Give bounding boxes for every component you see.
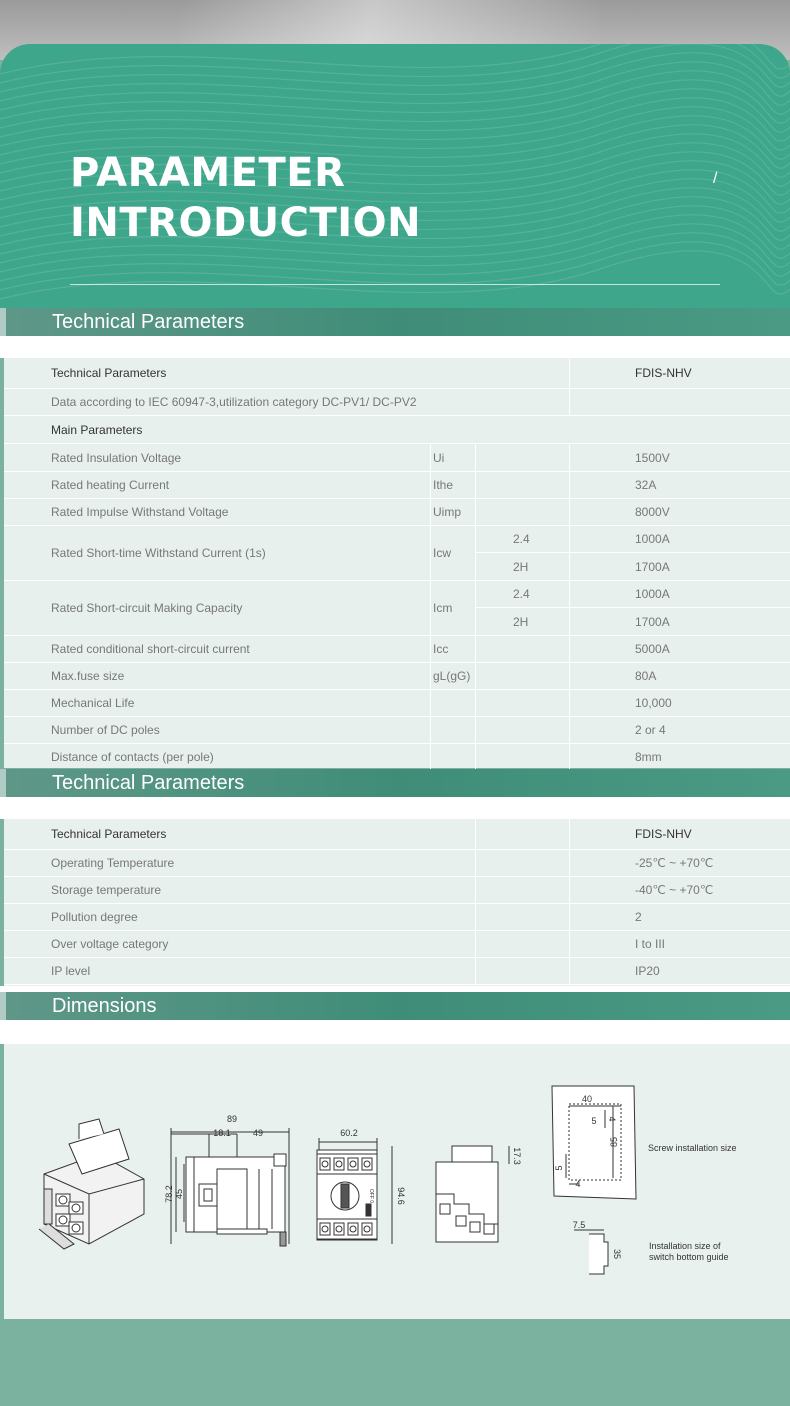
empty-cell [476,877,570,903]
side-view-drawing [171,1128,289,1246]
env-value: -40℃ ~ +70℃ [635,883,714,897]
param-value: 8mm [635,750,662,764]
header-shine [0,308,6,336]
param-symbol: Icw [431,526,476,580]
env-name: Storage temperature [51,877,476,903]
param-value: 10,000 [635,696,672,710]
table-row [4,717,790,744]
spacer [0,336,790,358]
dim-side-right: 49 [252,1128,264,1138]
env-value: 2 [635,910,642,924]
param-value: 1700A [635,560,670,574]
param-value: 8000V [635,505,670,519]
empty-cell [476,663,570,689]
header-label: Technical Parameters [51,819,476,849]
param-value: 1700A [635,615,670,629]
table-row [4,958,790,985]
empty-cell [476,472,570,498]
section-title: Dimensions [52,995,157,1017]
dimensions-panel [4,1044,790,1319]
page-title [70,148,421,248]
param-value: 1000A [570,581,790,608]
dim-guide-width: 7.5 [572,1220,586,1230]
dim-screw-width: 40 [581,1094,593,1104]
table-row [4,499,790,526]
main-parameters-label: Main Parameters [51,422,143,437]
param-name: Rated conditional short-circuit current [51,636,431,662]
param-value: 80A [635,669,657,683]
env-name: IP level [51,958,476,984]
front-view-drawing [317,1138,392,1244]
section-title: Technical Parameters [52,311,245,333]
dim-end-depth: 17.3 [512,1147,522,1165]
page-title-line2: INTRODUCTION [70,200,422,246]
wave-line [0,251,790,299]
env-value: IP20 [635,964,660,978]
parameters-table [4,358,790,768]
empty-cell [476,744,570,770]
empty-cell [476,931,570,957]
param-symbol: Icm [431,581,476,635]
param-name: Number of DC poles [51,717,431,743]
hero-slash: / [713,170,718,187]
param-name: Mechanical Life [51,690,431,716]
empty-cell [476,958,570,984]
empty-cell [476,444,570,471]
param-name: Rated Short-circuit Making Capacity [51,581,431,635]
table-row [4,444,790,472]
param-value: 5000A [635,642,670,656]
table-row [4,850,790,877]
env-value: I to III [635,937,666,951]
empty-cell [476,717,570,743]
param-name: Max.fuse size [51,663,431,689]
section-header-technical [0,308,790,336]
dim-screw-top: 5 [591,1116,597,1126]
param-name: Rated Impulse Withstand Voltage [51,499,431,525]
header-model: FDIS-NHV [635,366,692,380]
guide-caption-line1: Installation size of [649,1241,721,1251]
empty-cell [476,636,570,662]
table-row [4,690,790,717]
environment-table [4,819,790,986]
param-symbol: Icc [431,636,476,662]
dim-guide-height: 35 [612,1248,622,1260]
dim-side-height-outer: 78.2 [164,1185,174,1203]
empty-cell [476,499,570,525]
page-title-line1: PARAMETER [70,150,346,196]
param-symbol: Ui [431,444,476,471]
dim-screw-height: 85 [609,1136,619,1148]
param-symbol: Ithe [431,472,476,498]
section-title: Technical Parameters [52,772,245,794]
dim-screw-bottom: 4 [575,1179,581,1189]
end-view-drawing [436,1146,509,1242]
dim-screw-right: 4 [607,1116,617,1122]
product-3d-illustration [39,1119,144,1249]
section-header-dimensions [0,992,790,1020]
param-value: 1000A [570,526,790,553]
table-row [4,636,790,663]
bottom-guide-drawing [574,1230,608,1274]
table-row-note [4,389,790,416]
dim-screw-left: 5 [554,1165,564,1171]
param-name: Distance of contacts (per pole) [51,744,431,770]
param-symbol [431,717,476,743]
table-row [4,472,790,499]
env-value: -25℃ ~ +70℃ [635,856,714,870]
switch-off-label: OFF 0 [368,1188,374,1204]
table-row-main [4,416,790,444]
table-row [4,877,790,904]
env-name: Over voltage category [51,931,476,957]
header-model: FDIS-NHV [635,827,692,841]
table-row [4,744,790,771]
param-symbol: Uimp [431,499,476,525]
env-name: Operating Temperature [51,850,476,876]
dim-front-height: 94.6 [396,1187,406,1205]
empty-cell [476,819,570,849]
screw-installation-drawing [552,1086,636,1199]
screw-caption: Screw installation size [648,1143,737,1153]
param-symbol [431,744,476,770]
table-row [4,526,790,581]
param-symbol: gL(gG) [431,663,476,689]
param-value: 32A [635,478,657,492]
standard-note: Data according to IEC 60947-3,utilization category DC-PV1/ DC-PV2 [51,389,570,415]
param-pole: 2.4 [476,526,570,553]
empty-cell [476,904,570,930]
param-value: 1500V [635,450,670,465]
spacer [0,797,790,819]
empty-cell [476,690,570,716]
header-label: Technical Parameters [51,358,570,388]
param-name: Rated Insulation Voltage [51,444,431,471]
param-pole: 2H [476,553,570,581]
guide-caption-line2: switch bottom guide [649,1252,729,1262]
env-name: Pollution degree [51,904,476,930]
header-shine [0,992,6,1020]
param-pole: 2.4 [476,581,570,608]
hero-divider [70,284,720,285]
wave-line [0,44,790,74]
param-symbol [431,690,476,716]
dim-front-width: 60.2 [340,1128,358,1138]
section-header-environment [0,769,790,797]
spacer [0,1020,790,1044]
param-name: Rated heating Current [51,472,431,498]
table-header-row [4,358,790,389]
hero-banner [0,44,790,314]
empty-cell [570,389,790,415]
param-name: Rated Short-time Withstand Current (1s) [51,526,431,580]
table-row [4,904,790,931]
table-row [4,931,790,958]
dim-side-overall: 89 [226,1114,238,1124]
table-row [4,663,790,690]
dim-side-height-inner: 45 [174,1188,184,1200]
param-value: 2 or 4 [635,723,666,737]
empty-cell [476,850,570,876]
param-pole: 2H [476,608,570,636]
dim-side-left: 18.1 [213,1128,231,1138]
table-row [4,581,790,636]
header-shine [0,769,6,797]
table-header-row [4,819,790,850]
